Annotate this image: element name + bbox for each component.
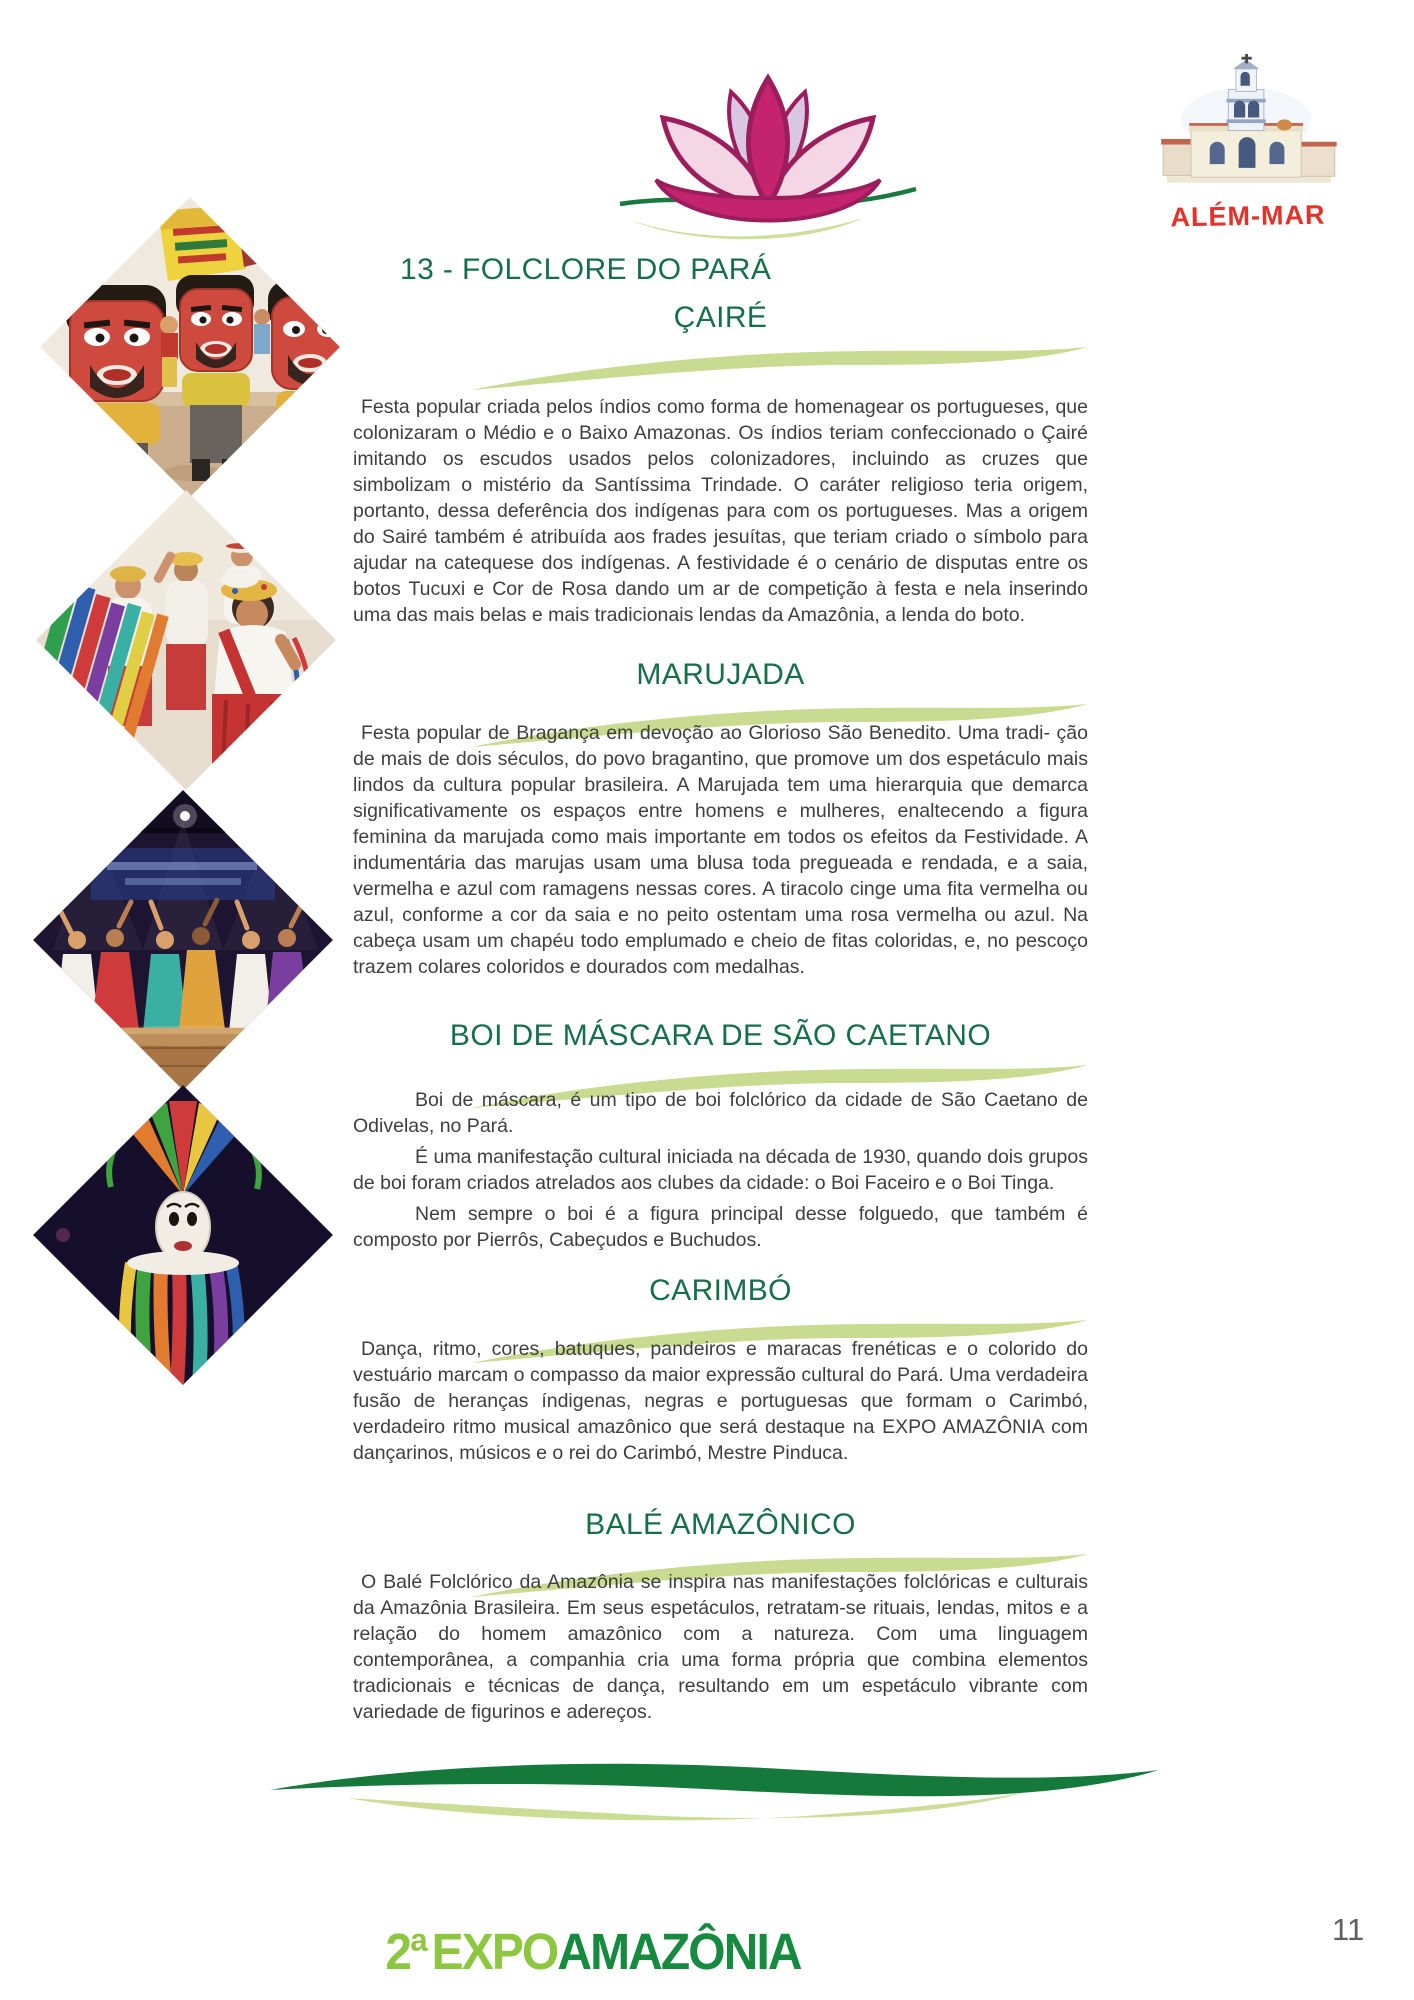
- section-heading-boi: BOI DE MÁSCARA DE SÃO CAETANO: [449, 1019, 992, 1052]
- footer-swoosh-decoration: [262, 1756, 1167, 1828]
- page-number: 11: [1332, 1912, 1365, 1947]
- marujada-photo-art: [36, 490, 336, 790]
- ballet-photo-art: [33, 1085, 333, 1385]
- photo-marujada-dancers: [36, 490, 336, 790]
- paragraph: Nem sempre o boi é a figura principal desse folguedo, que também é composto por Pierrôs, Cabeçudos e Buchudos.: [353, 1203, 1088, 1251]
- section-marujada: [353, 657, 1088, 980]
- section-heading-bale: BALÉ AMAZÔNICO: [585, 1508, 856, 1541]
- paragraph: Festa popular de Bragança em devoção ao Glorioso São Benedito. Uma tradi- ção de mais de dois séculos, do povo bragantino, que promove um dos espetáculo mais lindos da cultura popular brasileira. A Marujada tem uma hierarquia que demarca significativamente os espaços entre homens e mulheres, enaltecendo a figura feminina da marujada como mais importante em todos os efeitos da Festividade. A indumentária das marujas usam uma blusa toda pregueada e rendada, e a saia, vermelha e azul com ramagens nessas cores. A tiracolo cinge uma fita vermelha ou azul, conforme a cor da saia e no peito ostentam uma rosa vermelha ou azul. Na cabeça usam um chapéu todo emplumado e cheio de fitas coloridas, e, no pescoço trazem colares coloridos e dourados com medalhas.: [353, 722, 1088, 978]
- paragraph: Dança, ritmo, cores, batuques, pandeiros e maracas frenéticas e o colorido do vestuário marcam o compasso da maior expressão cultural do Pará. Uma verdadeira fusão de heranças índigenas, negras e portuguesas que formam o Carimbó, verdadeiro ritmo musical amazônico que será destaque na EXPO AMAZÔNIA com dançarinos, músicos e o rei do Carimbó, Mestre Pinduca.: [353, 1338, 1088, 1464]
- church-illustration-icon: [1150, 54, 1346, 194]
- section-heading-caire: ÇAIRÉ: [673, 301, 768, 334]
- section-boi-de-mascara: [353, 1018, 1088, 1253]
- paragraph: Festa popular criada pelos índios como forma de homenagear os portugueses, que colonizaram o Médio e o Baixo Amazonas. Os índios teriam confeccionado o Çairé imitando os escudos usados pelos colonizadores, incluindo as cruzes que simbolizam o mistério da Santíssima Trindade. O caráter religioso teria origem, portanto, dessa deferência dos indígenas para com os portugueses. Mas a origem do Sairé também é atribuída aos frades jesuítas, que teriam criado o símbolo para ajudar na catequese dos indígenas. A festividade é o cenário de disputas entre os botos Tucuxi e Cor de Rosa dando um ar de competição à festa e nela inserindo uma das mais belas e mais tradicionais lendas da Amazônia, a lenda do boto.: [353, 396, 1088, 626]
- lotus-logo: [618, 52, 918, 247]
- photo-boi-stage-performers: [33, 790, 333, 1090]
- lotus-flower-icon: [618, 52, 918, 247]
- section-carimbo: [353, 1273, 1088, 1466]
- photo-caire-giant-masks: [40, 197, 340, 497]
- paragraph: O Balé Folclórico da Amazônia se inspira nas manifestações folclóricas e culturais da Amazônia Brasileira. Em seus espetáculos, retratam-se rituais, lendas, mitos e a relação do homem amazônico com a natureza. Com uma linguagem contemporânea, a companhia cria uma forma própria que combina elementos tradicionais e técnicas de dança, resultando em um espetáculo vibrante com variedade de figurinos e adereços.: [353, 1571, 1088, 1723]
- boi-stage-photo-art: [33, 790, 333, 1090]
- paragraph: É uma manifestação cultural iniciada na década de 1930, quando dois grupos de boi foram criados atrelados aos clubes da cidade: o Boi Faceiro e o Boi Tinga.: [353, 1146, 1088, 1194]
- paragraph: Boi de máscara, é um tipo de boi folclórico da cidade de São Caetano de Odivelas, no Pará.: [353, 1089, 1088, 1137]
- alem-mar-wordmark: ALÉM-MAR: [1170, 199, 1326, 233]
- expo-logo-word-expo: EXPO: [431, 1923, 558, 1980]
- swoosh-decoration: [471, 342, 1091, 392]
- expo-amazonia-logo: [372, 1922, 814, 1981]
- section-bale-amazonico: [353, 1507, 1088, 1725]
- expo-logo-word-amazonia: AMAZÔNIA: [557, 1923, 801, 1980]
- expo-logo-edition: 2ª: [385, 1923, 427, 1980]
- page-title: 13 - FOLCLORE DO PARÁ: [400, 253, 772, 286]
- photo-amazon-ballet-dancer: [33, 1085, 333, 1385]
- section-heading-marujada: MARUJADA: [636, 658, 805, 691]
- alem-mar-logo: [1148, 54, 1348, 244]
- section-caire: [353, 300, 1088, 628]
- section-heading-carimbo: CARIMBÓ: [649, 1274, 792, 1307]
- giant-masks-photo-art: [40, 197, 340, 497]
